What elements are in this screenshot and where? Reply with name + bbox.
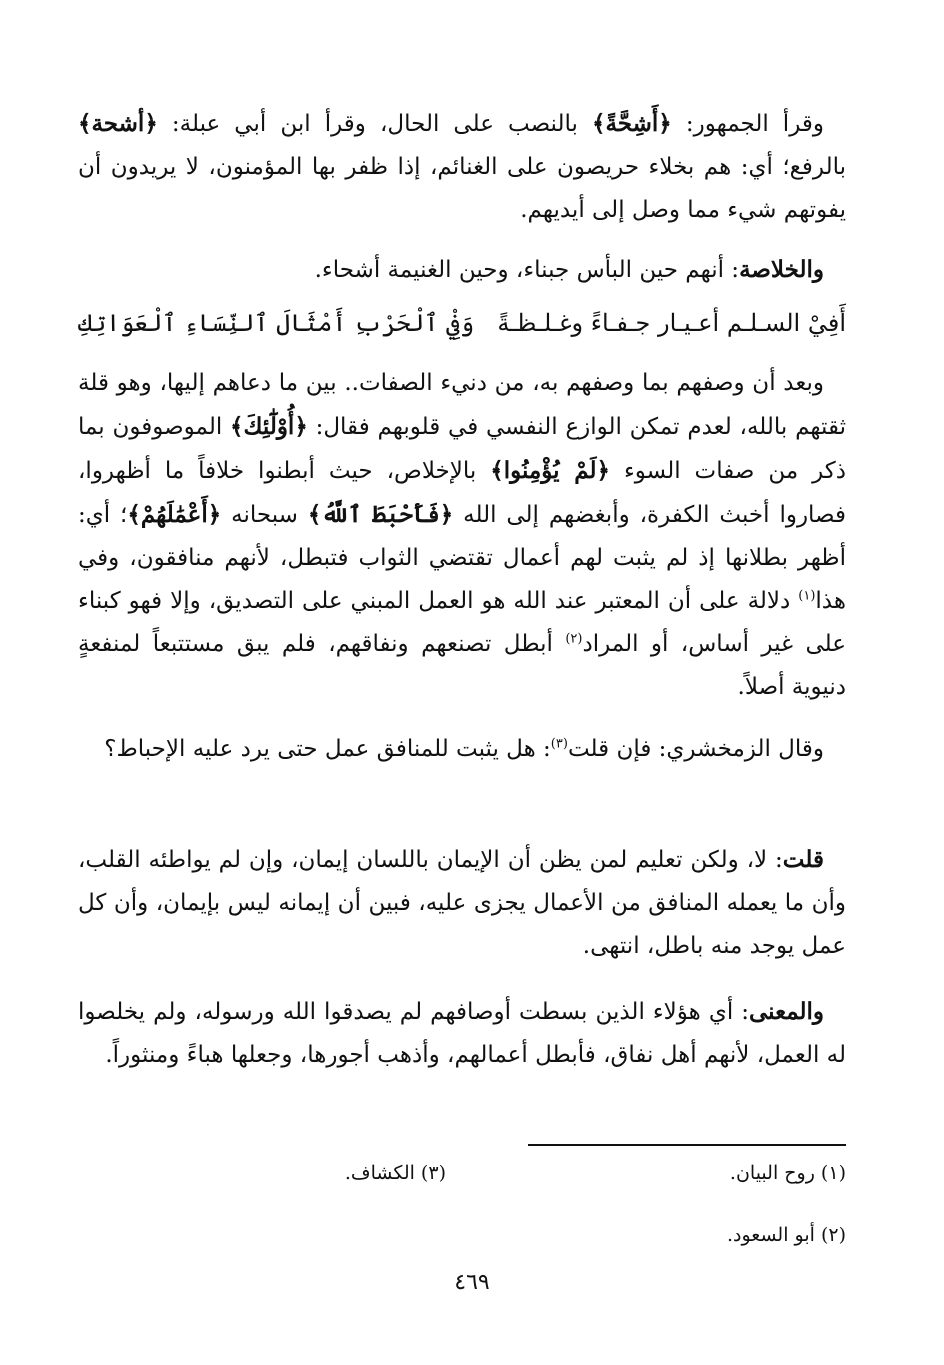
paragraph-text: سبحانه <box>221 502 308 528</box>
paragraph-answer <box>78 838 846 968</box>
quran-quote: ﴿أَشِحَّةً﴾ <box>591 110 672 137</box>
paragraph-text: وبعد أن وصفهم بما وصفهم به، من دنيء الصفات.. بين ما دعاهم إليها، وهو قلة ثقتهم بالله، لعدم تمكن الوازع النفسي في قلوبهم فقال: <box>78 370 846 440</box>
verse-second-hemistich: وَفِيْ ٱلْحَرْبِ أَمْثَالَ ٱلنِّسَاءِ ٱلْعَوَاتِكِ <box>78 309 475 337</box>
quran-quote: ﴿فَأَحْبَطَ ٱللَّهُ﴾ <box>307 501 454 528</box>
paragraph-meaning <box>78 990 846 1077</box>
meaning-heading: والمعنى <box>748 998 824 1025</box>
footnote-2: (٢) أبو السعود. <box>726 1224 846 1246</box>
quran-quote: ﴿أُوْلَٰٓئِكَ﴾ <box>230 413 308 440</box>
paragraph-text: : أي هؤلاء الذين بسطت أوصافهم لم يصدقوا الله ورسوله، ولم يخلصوا له العمل، لأنهم أهل نفاق، فأبطل أعمالهم، وأذهب أجورها، وجعلها هباءً ومنثوراً. <box>78 999 846 1068</box>
paragraph-zamakhshari-question <box>78 728 846 771</box>
summary-heading: والخلاصة <box>739 256 824 283</box>
paragraph-text: : أنهم حين البأس جبناء، وحين الغنيمة أشحاء. <box>314 257 740 283</box>
footnote-marker[interactable]: (١) <box>798 588 816 604</box>
paragraph-text: ؛ أي: أظهر بطلانها إذ لم يثبت لهم أعمال تقتضي الثواب فتبطل، لأنهم منافقون، وفي هذا <box>78 502 846 614</box>
paragraph-text: بالرفع؛ أي: هم بخلاء حريصون على الغنائم، إذا ظفر بها المؤمنون، لا يريدون أن يفوتهم شيء مما وصل إلى أيديهم. <box>78 154 846 223</box>
poetry-verse <box>78 300 846 346</box>
quran-quote: ﴿لَمْ يُؤْمِنُوا﴾ <box>490 457 611 484</box>
quran-quote: ﴿أَعْمَٰلَهُمْ﴾ <box>127 501 222 528</box>
paragraph-summary <box>78 248 846 292</box>
page-number: ٤٦٩ <box>454 1270 490 1295</box>
footnote-3: (٣) الكشاف. <box>344 1162 446 1184</box>
paragraph-text: أبطل تصنعهم ونفاقهم، فلم يبق مستتبعاً لمنفعةٍ دنيوية أصلاً. <box>78 631 846 700</box>
paragraph-text: بالإخلاص، حيث أبطنوا خلافاً ما أظهروا، فصاروا أخبث الكفرة، وأبغضهم إلى الله <box>78 458 846 528</box>
paragraph-main-commentary <box>78 362 846 709</box>
verse-first-hemistich: أَفِيْ السـلـم أعـيـار جـفـاءً وغـلـظـةً <box>497 309 846 337</box>
paragraph-text: وقرأ الجمهور: <box>671 111 824 137</box>
quran-quote: ﴿أشحة﴾ <box>78 110 158 137</box>
paragraph-text: بالنصب على الحال، وقرأ ابن أبي عبلة: <box>157 111 592 137</box>
footnote-1: (١) روح البيان. <box>729 1162 846 1184</box>
footnote-divider <box>528 1144 846 1146</box>
answer-heading: قلت <box>782 846 824 873</box>
paragraph-text: دلالة على أن المعتبر عند الله هو العمل المبني على التصديق، وإلا فهو كبناء على غير أساس، أو المراد <box>78 588 846 657</box>
footnote-marker[interactable]: (٢) <box>565 631 583 647</box>
paragraph-text: : هل يثبت للمنافق عمل حتى يرد عليه الإحباط؟ <box>104 736 551 762</box>
paragraph-text: : لا، ولكن تعليم لمن يظن أن الإيمان باللسان إيمان، وإن لم يواطئه القلب، وأن ما يعمله المنافق من الأعمال يجزى عليه، فبين أن إيمانه ليس بإيمان، وأن كل عمل يوجد منه باطل، انتهى. <box>78 847 846 959</box>
footnote-marker[interactable]: (٣) <box>550 736 568 752</box>
paragraph-reading-variants <box>78 102 846 232</box>
paragraph-text: وقال الزمخشري: فإن قلت <box>567 736 824 762</box>
paragraph-text: الموصوفون بما ذكر من صفات السوء <box>78 414 847 484</box>
